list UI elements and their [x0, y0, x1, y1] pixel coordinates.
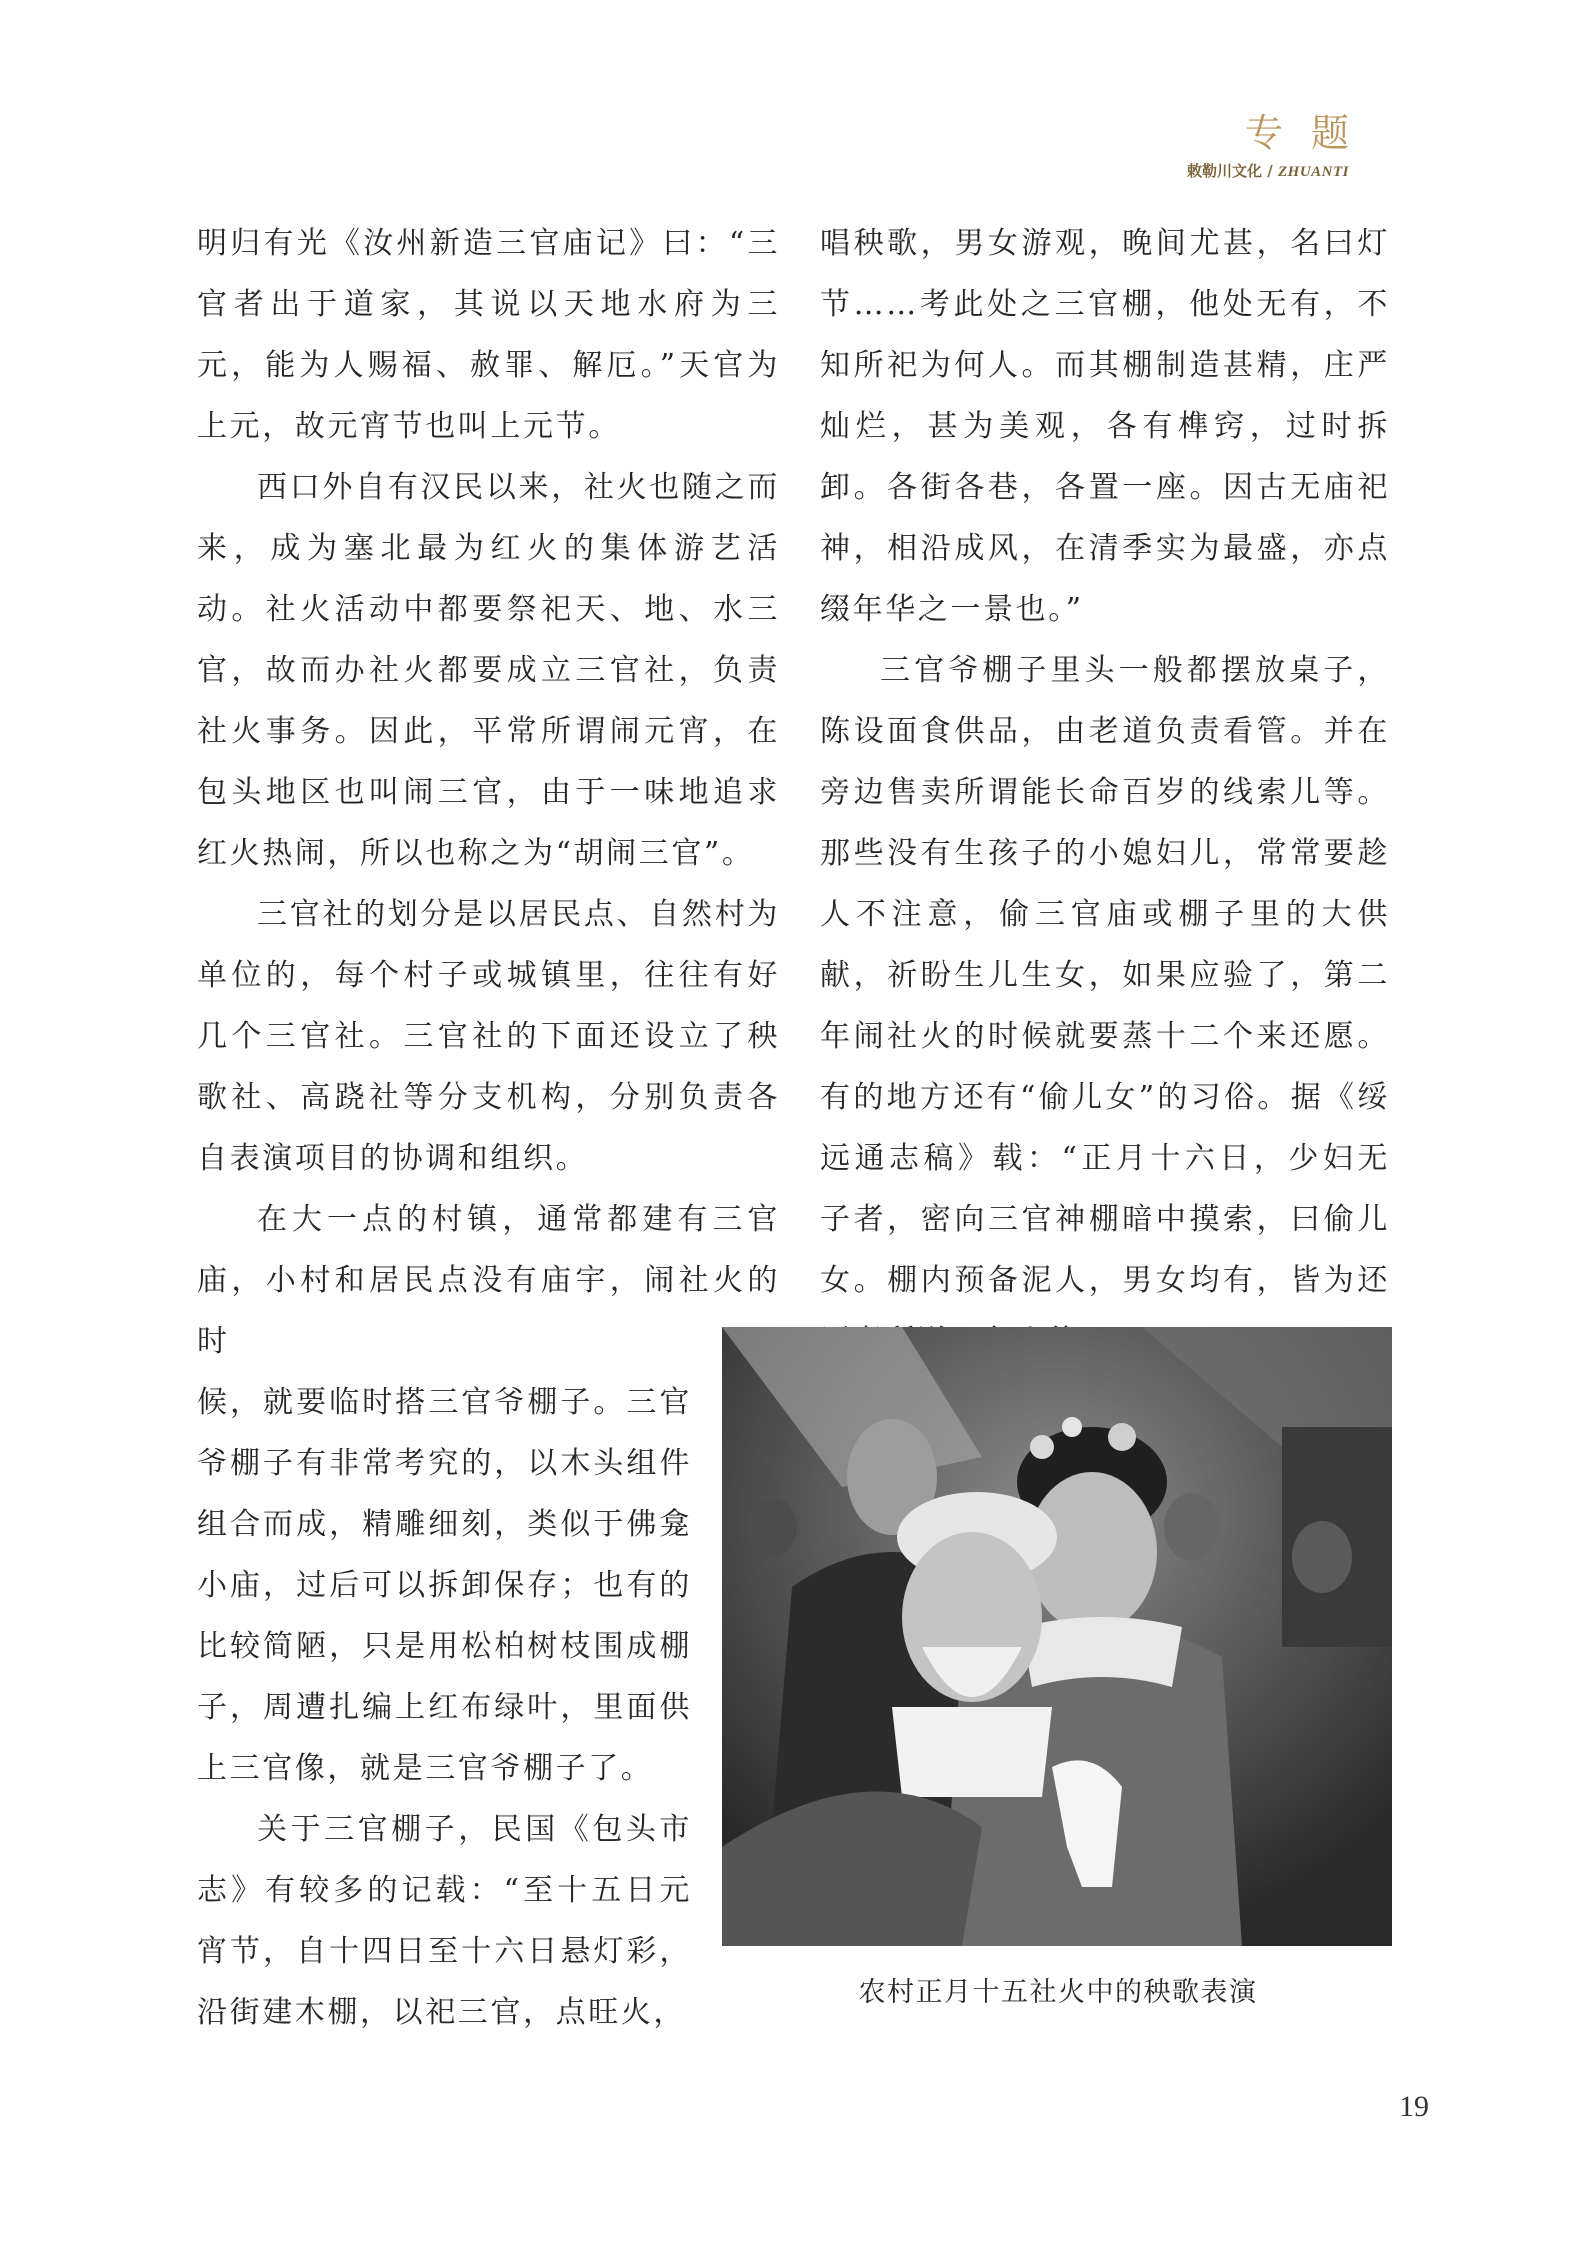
paragraph: 西口外自有汉民以来，社火也随之而来，成为塞北最为红火的集体游艺活动。社火活动中都要祭祀天、地、水三官，故而办社火都要成立三官社，负责社火事务。因此，平常所谓闹元宵，在包头地区也叫闹三官，由于一味地追求红火热闹，所以也称之为“胡闹三官”。 [197, 470, 780, 871]
section-title: 专题 [1244, 111, 1377, 155]
page-number: 19 [1399, 2090, 1429, 2123]
paragraph: 唱秧歌，男女游观，晚间尤甚，名曰灯节……考此处之三官棚，他处无有，不知所祀为何人。而其棚制造甚精，庄严灿烂，甚为美观，各有榫窍，过时拆卸。各街各巷，各置一座。因古无庙祀神，相沿成风，在清季实为最盛，亦点缀年华之一景也。” [820, 226, 1390, 627]
right-column [820, 213, 1390, 1372]
paragraph: 关于三官棚子，民国《包头市志》有较多的记载：“至十五日元宵节，自十四日至十六日悬灯彩，沿街建木棚，以祀三官，点旺火， [197, 1812, 692, 2030]
left-column-narrow [197, 1372, 692, 2043]
subtitle-cn: 敕勒川文化 [1187, 162, 1263, 180]
photo-illustration [722, 1327, 1392, 1946]
paragraph: 在大一点的村镇，通常都建有三官庙，小村和居民点没有庙宇，闹社火的时 [197, 1202, 780, 1359]
subtitle-separator: / [1267, 162, 1273, 180]
photo-caption: 农村正月十五社火中的秧歌表演 [858, 1977, 1258, 2008]
section-subtitle [1187, 160, 1349, 181]
left-column [197, 213, 780, 1372]
paragraph: 三官爷棚子里头一般都摆放桌子，陈设面食供品，由老道负责看管。并在旁边售卖所谓能长命百岁的线索儿等。那些没有生孩子的小媳妇儿，常常要趁人不注意，偷三官庙或棚子里的大供献，祈盼生儿生女，如果应验了，第二年闹社火的时候就要蒸十二个来还愿。有的地方还有“偷儿女”的习俗。据《绥远通志稿》载：“正月十六日，少妇无子者，密向三官神棚暗中摸索，曰偷儿女。棚内预备泥人，男女均有，皆为还 [820, 653, 1390, 1298]
yangge-performance-photo [722, 1327, 1392, 1946]
subtitle-en: ZHUANTI [1278, 164, 1349, 180]
paragraph: 候，就要临时搭三官爷棚子。三官爷棚子有非常考究的，以木头组件组合而成，精雕细刻，类似于佛龛小庙，过后可以拆卸保存；也有的比较简陋，只是用松柏树枝围成棚子，周遭扎编上红布绿叶，里面供上三官像，就是三官爷棚子了。 [197, 1385, 692, 1786]
section-header [1187, 108, 1377, 180]
paragraph: 三官社的划分是以居民点、自然村为单位的，每个村子或城镇里，往往有好几个三官社。三官社的下面还设立了秧歌社、高跷社等分支机构，分别负责各自表演项目的协调和组织。 [197, 897, 780, 1176]
paragraph: 明归有光《汝州新造三官庙记》曰：“三官者出于道家，其说以天地水府为三元，能为人赐福、赦罪、解厄。”天官为上元，故元宵节也叫上元节。 [197, 226, 780, 444]
